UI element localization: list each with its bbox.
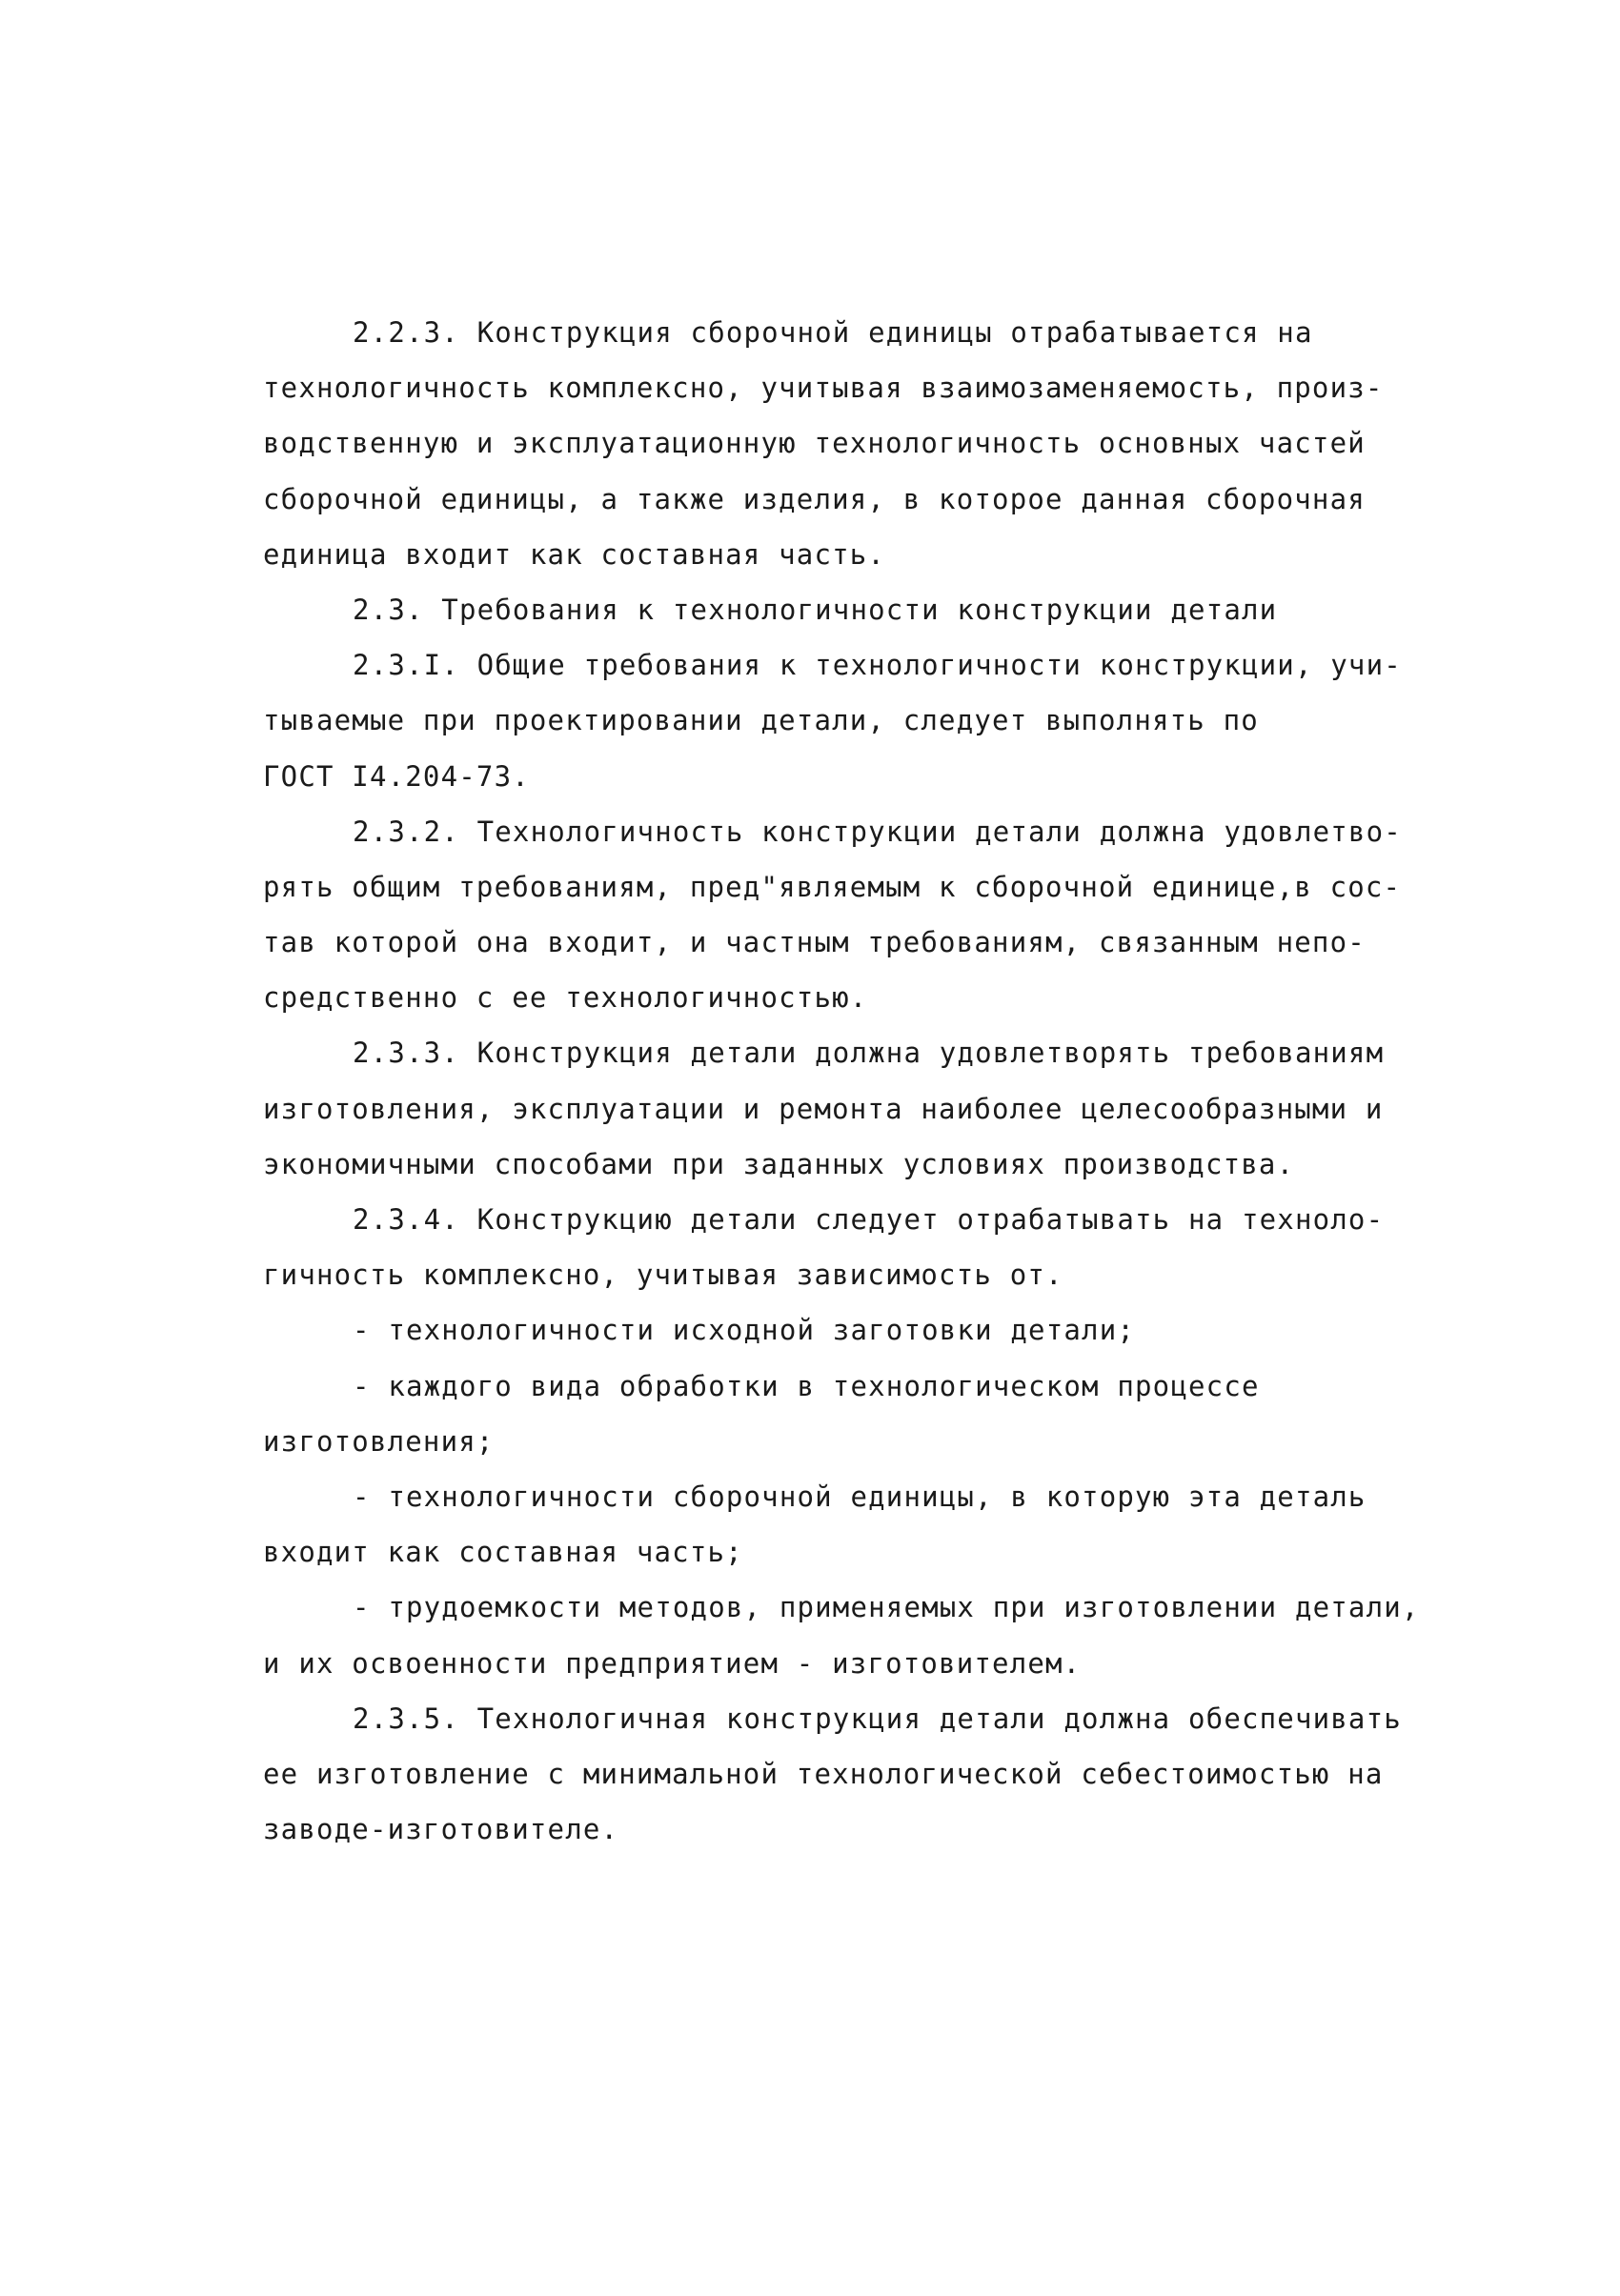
- paragraph-2-2-3-line-2: технологичность комплексно, учитывая взаимозаменяемость, произ-: [263, 372, 1384, 405]
- paragraph-2-3-3-line-3: экономичными способами при заданных условиях производства.: [263, 1147, 1295, 1180]
- paragraph-2-3-5-line-2: ее изготовление с минимальной технологической себестоимостью на: [263, 1757, 1384, 1790]
- paragraph-2-3-2-line-1: 2.3.2. Технологичность конструкции детали должна удовлетво-: [353, 815, 1402, 848]
- list-item-2-line-1: - каждого вида обработки в технологическом процессе: [353, 1369, 1260, 1402]
- paragraph-2-3-2-line-3: тав которой она входит, и частным требованиям, связанным непо-: [263, 926, 1366, 959]
- paragraph-2-3-1-line-3: ГОСТ I4.204-73.: [263, 759, 530, 793]
- list-item-3-line-2: входит как составная часть;: [263, 1536, 743, 1569]
- list-item-1: - технологичности исходной заготовки детали;: [353, 1314, 1136, 1347]
- paragraph-2-2-3-line-4: сборочной единицы, а также изделия, в которое данная сборочная: [263, 482, 1366, 515]
- paragraph-2-2-3-line-5: единица входит как составная часть.: [263, 537, 886, 571]
- list-item-4-line-2: и их освоенности предприятием - изготовителем.: [263, 1646, 1082, 1680]
- section-heading-2-3: 2.3. Требования к технологичности конструкции детали: [353, 593, 1278, 626]
- paragraph-2-3-4-line-2: гичность комплексно, учитывая зависимость от.: [263, 1259, 1063, 1292]
- paragraph-2-3-3-line-2: изготовления, эксплуатации и ремонта наиболее целесообразными и: [263, 1092, 1384, 1125]
- list-item-2-line-2: изготовления;: [263, 1424, 495, 1458]
- list-item-3-line-1: - технологичности сборочной единицы, в которую эта деталь: [353, 1480, 1367, 1513]
- paragraph-2-3-1-line-2: тываемые при проектировании детали, следует выполнять по: [263, 704, 1259, 737]
- paragraph-2-3-2-line-2: рять общим требованиям, пред"являемым к сборочной единице,в сос-: [263, 870, 1402, 903]
- paragraph-2-3-3-line-1: 2.3.3. Конструкция детали должна удовлетворять требованиям: [353, 1037, 1385, 1070]
- paragraph-2-3-5-line-1: 2.3.5. Технологичная конструкция детали должна обеспечивать: [353, 1702, 1402, 1735]
- paragraph-2-2-3-line-3: водственную и эксплуатационную технологичность основных частей: [263, 427, 1366, 460]
- paragraph-2-3-4-line-1: 2.3.4. Конструкцию детали следует отрабатывать на техноло-: [353, 1203, 1385, 1236]
- paragraph-2-3-2-line-4: средственно с ее технологичностью.: [263, 981, 868, 1015]
- paragraph-2-2-3-line-1: 2.2.3. Конструкция сборочной единицы отрабатывается на: [353, 316, 1313, 349]
- paragraph-2-3-5-line-3: заводе-изготовителе.: [263, 1813, 619, 1846]
- list-item-4-line-1: - трудоемкости методов, применяемых при изготовлении детали,: [353, 1591, 1420, 1624]
- document-body: [263, 305, 1420, 1857]
- paragraph-2-3-1-line-1: 2.3.I. Общие требования к технологичности конструкции, учи-: [353, 649, 1402, 682]
